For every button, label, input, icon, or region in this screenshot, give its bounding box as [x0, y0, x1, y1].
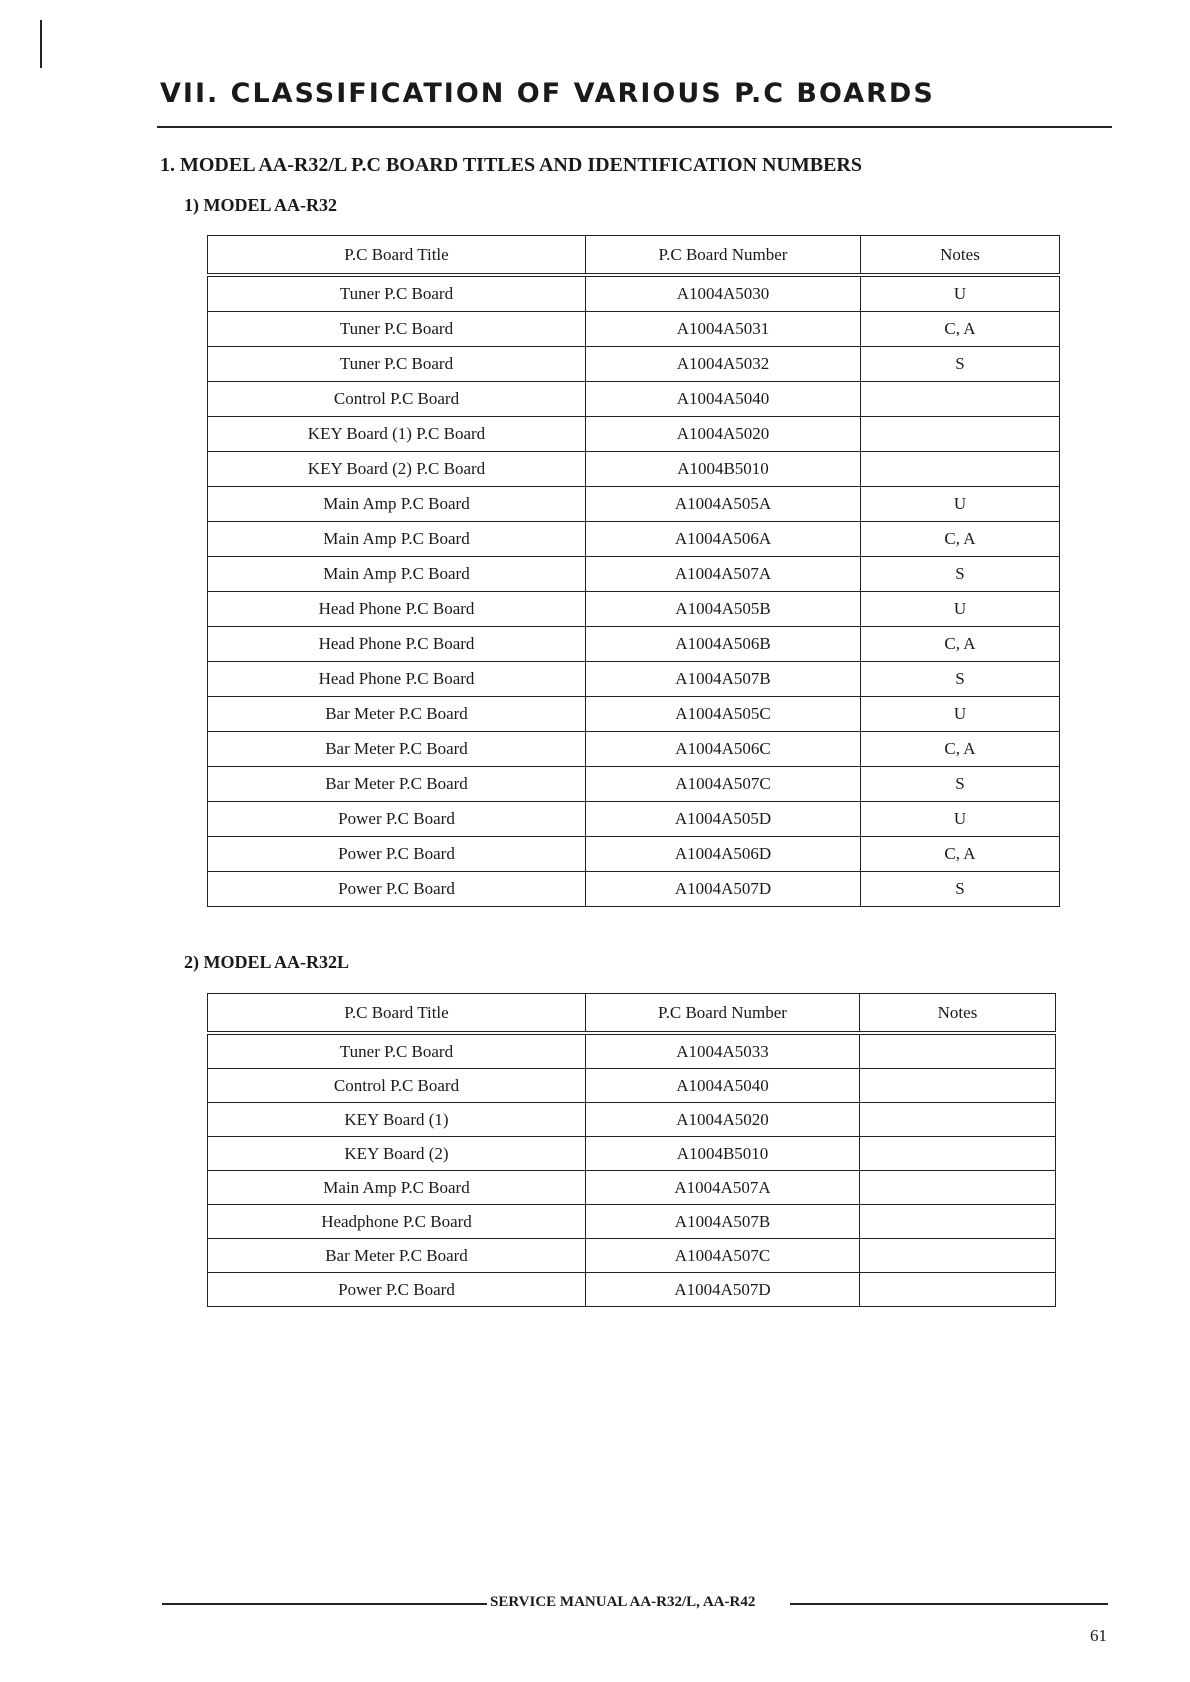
board-title-cell: Tuner P.C Board — [208, 312, 586, 347]
board-number-cell: A1004A505C — [586, 697, 861, 732]
table-row — [208, 1033, 1056, 1069]
board-title-cell: Bar Meter P.C Board — [208, 767, 586, 802]
table-row — [208, 347, 1060, 382]
board-number-cell: A1004A507C — [586, 767, 861, 802]
table-row — [208, 1069, 1056, 1103]
board-title-cell: Tuner P.C Board — [208, 275, 586, 312]
board-number-cell: A1004A5040 — [586, 382, 861, 417]
table-row — [208, 697, 1060, 732]
board-number-cell: A1004A5030 — [586, 275, 861, 312]
model-aa-r32-heading: 1) MODEL AA-R32 — [184, 195, 337, 215]
notes-cell — [860, 1171, 1056, 1205]
notes-cell: C, A — [861, 627, 1060, 662]
table-row — [208, 1205, 1056, 1239]
board-title-cell: Main Amp P.C Board — [208, 1171, 586, 1205]
board-title-cell: Power P.C Board — [208, 1273, 586, 1307]
board-title-cell: Tuner P.C Board — [208, 347, 586, 382]
board-title-cell: Power P.C Board — [208, 802, 586, 837]
table-row — [208, 275, 1060, 312]
board-number-cell: A1004A507C — [586, 1239, 860, 1273]
board-title-cell: KEY Board (2) P.C Board — [208, 452, 586, 487]
board-number-cell: A1004A5031 — [586, 312, 861, 347]
column-header-title: P.C Board Title — [208, 236, 586, 276]
board-title-cell: Bar Meter P.C Board — [208, 1239, 586, 1273]
board-number-cell: A1004A5033 — [586, 1033, 860, 1069]
table-row — [208, 1103, 1056, 1137]
notes-cell: S — [861, 767, 1060, 802]
notes-cell — [860, 1137, 1056, 1171]
notes-cell: S — [861, 662, 1060, 697]
notes-cell: U — [861, 487, 1060, 522]
board-number-cell: A1004A506A — [586, 522, 861, 557]
title-rule — [157, 126, 1112, 128]
board-title-cell: Head Phone P.C Board — [208, 627, 586, 662]
board-number-cell: A1004A5032 — [586, 347, 861, 382]
section-heading: 1. MODEL AA-R32/L P.C BOARD TITLES AND IDENTIFICATION NUMBERS — [160, 154, 862, 176]
table-header-row — [208, 236, 1060, 276]
column-header-notes: Notes — [860, 994, 1056, 1034]
table-row — [208, 732, 1060, 767]
board-number-cell: A1004B5010 — [586, 1137, 860, 1171]
board-number-cell: A1004A506C — [586, 732, 861, 767]
notes-cell — [860, 1033, 1056, 1069]
board-title-cell: Main Amp P.C Board — [208, 557, 586, 592]
pcb-table-aa-r32 — [207, 235, 1060, 907]
table-row — [208, 557, 1060, 592]
pcb-table-aa-r32l — [207, 993, 1056, 1307]
notes-cell — [860, 1069, 1056, 1103]
notes-cell: C, A — [861, 732, 1060, 767]
table-row — [208, 487, 1060, 522]
notes-cell: S — [861, 557, 1060, 592]
board-number-cell: A1004A506D — [586, 837, 861, 872]
notes-cell — [860, 1103, 1056, 1137]
table-row — [208, 802, 1060, 837]
board-title-cell: Head Phone P.C Board — [208, 662, 586, 697]
board-title-cell: Main Amp P.C Board — [208, 522, 586, 557]
board-title-cell: Control P.C Board — [208, 1069, 586, 1103]
board-title-cell: Bar Meter P.C Board — [208, 697, 586, 732]
notes-cell — [860, 1239, 1056, 1273]
footer-rule-left — [162, 1603, 487, 1605]
board-title-cell: Power P.C Board — [208, 872, 586, 907]
notes-cell — [861, 382, 1060, 417]
board-number-cell: A1004A507A — [586, 1171, 860, 1205]
board-number-cell: A1004A506B — [586, 627, 861, 662]
board-number-cell: A1004A505D — [586, 802, 861, 837]
board-number-cell: A1004A507B — [586, 662, 861, 697]
board-title-cell: Main Amp P.C Board — [208, 487, 586, 522]
notes-cell — [860, 1273, 1056, 1307]
notes-cell: U — [861, 802, 1060, 837]
notes-cell: C, A — [861, 837, 1060, 872]
table-row — [208, 382, 1060, 417]
table-row — [208, 522, 1060, 557]
column-header-title: P.C Board Title — [208, 994, 586, 1034]
board-number-cell: A1004A507A — [586, 557, 861, 592]
model-aa-r32l-heading: 2) MODEL AA-R32L — [184, 952, 350, 972]
chapter-title: VII. CLASSIFICATION OF VARIOUS P.C BOARDS — [160, 78, 935, 109]
board-title-cell: Control P.C Board — [208, 382, 586, 417]
table-row — [208, 627, 1060, 662]
footer-rule-right — [790, 1603, 1108, 1605]
board-title-cell: KEY Board (1) — [208, 1103, 586, 1137]
table-header-row — [208, 994, 1056, 1034]
board-number-cell: A1004A5020 — [586, 417, 861, 452]
notes-cell — [860, 1205, 1056, 1239]
board-title-cell: Power P.C Board — [208, 837, 586, 872]
table-row — [208, 872, 1060, 907]
board-number-cell: A1004A507B — [586, 1205, 860, 1239]
column-header-number: P.C Board Number — [586, 994, 860, 1034]
notes-cell: S — [861, 347, 1060, 382]
notes-cell — [861, 417, 1060, 452]
notes-cell: U — [861, 697, 1060, 732]
board-title-cell: KEY Board (1) P.C Board — [208, 417, 586, 452]
table-row — [208, 767, 1060, 802]
board-title-cell: Headphone P.C Board — [208, 1205, 586, 1239]
board-title-cell: Tuner P.C Board — [208, 1033, 586, 1069]
board-number-cell: A1004A5040 — [586, 1069, 860, 1103]
table-row — [208, 1137, 1056, 1171]
table-row — [208, 1239, 1056, 1273]
table-row — [208, 1273, 1056, 1307]
table-row — [208, 837, 1060, 872]
column-header-number: P.C Board Number — [586, 236, 861, 276]
board-number-cell: A1004A507D — [586, 872, 861, 907]
table-row — [208, 662, 1060, 697]
table-row — [208, 452, 1060, 487]
board-number-cell: A1004A505A — [586, 487, 861, 522]
notes-cell: C, A — [861, 522, 1060, 557]
notes-cell: U — [861, 592, 1060, 627]
table-row — [208, 592, 1060, 627]
table-row — [208, 1171, 1056, 1205]
notes-cell — [861, 452, 1060, 487]
board-number-cell: A1004B5010 — [586, 452, 861, 487]
notes-cell: U — [861, 275, 1060, 312]
table-row — [208, 417, 1060, 452]
board-title-cell: Bar Meter P.C Board — [208, 732, 586, 767]
table-row — [208, 312, 1060, 347]
notes-cell: C, A — [861, 312, 1060, 347]
board-title-cell: Head Phone P.C Board — [208, 592, 586, 627]
column-header-notes: Notes — [861, 236, 1060, 276]
board-number-cell: A1004A5020 — [586, 1103, 860, 1137]
board-number-cell: A1004A507D — [586, 1273, 860, 1307]
page-number: 61 — [1090, 1626, 1107, 1645]
board-title-cell: KEY Board (2) — [208, 1137, 586, 1171]
footer-text: SERVICE MANUAL AA-R32/L, AA-R42 — [490, 1594, 756, 1610]
notes-cell: S — [861, 872, 1060, 907]
margin-mark — [40, 20, 42, 68]
board-number-cell: A1004A505B — [586, 592, 861, 627]
